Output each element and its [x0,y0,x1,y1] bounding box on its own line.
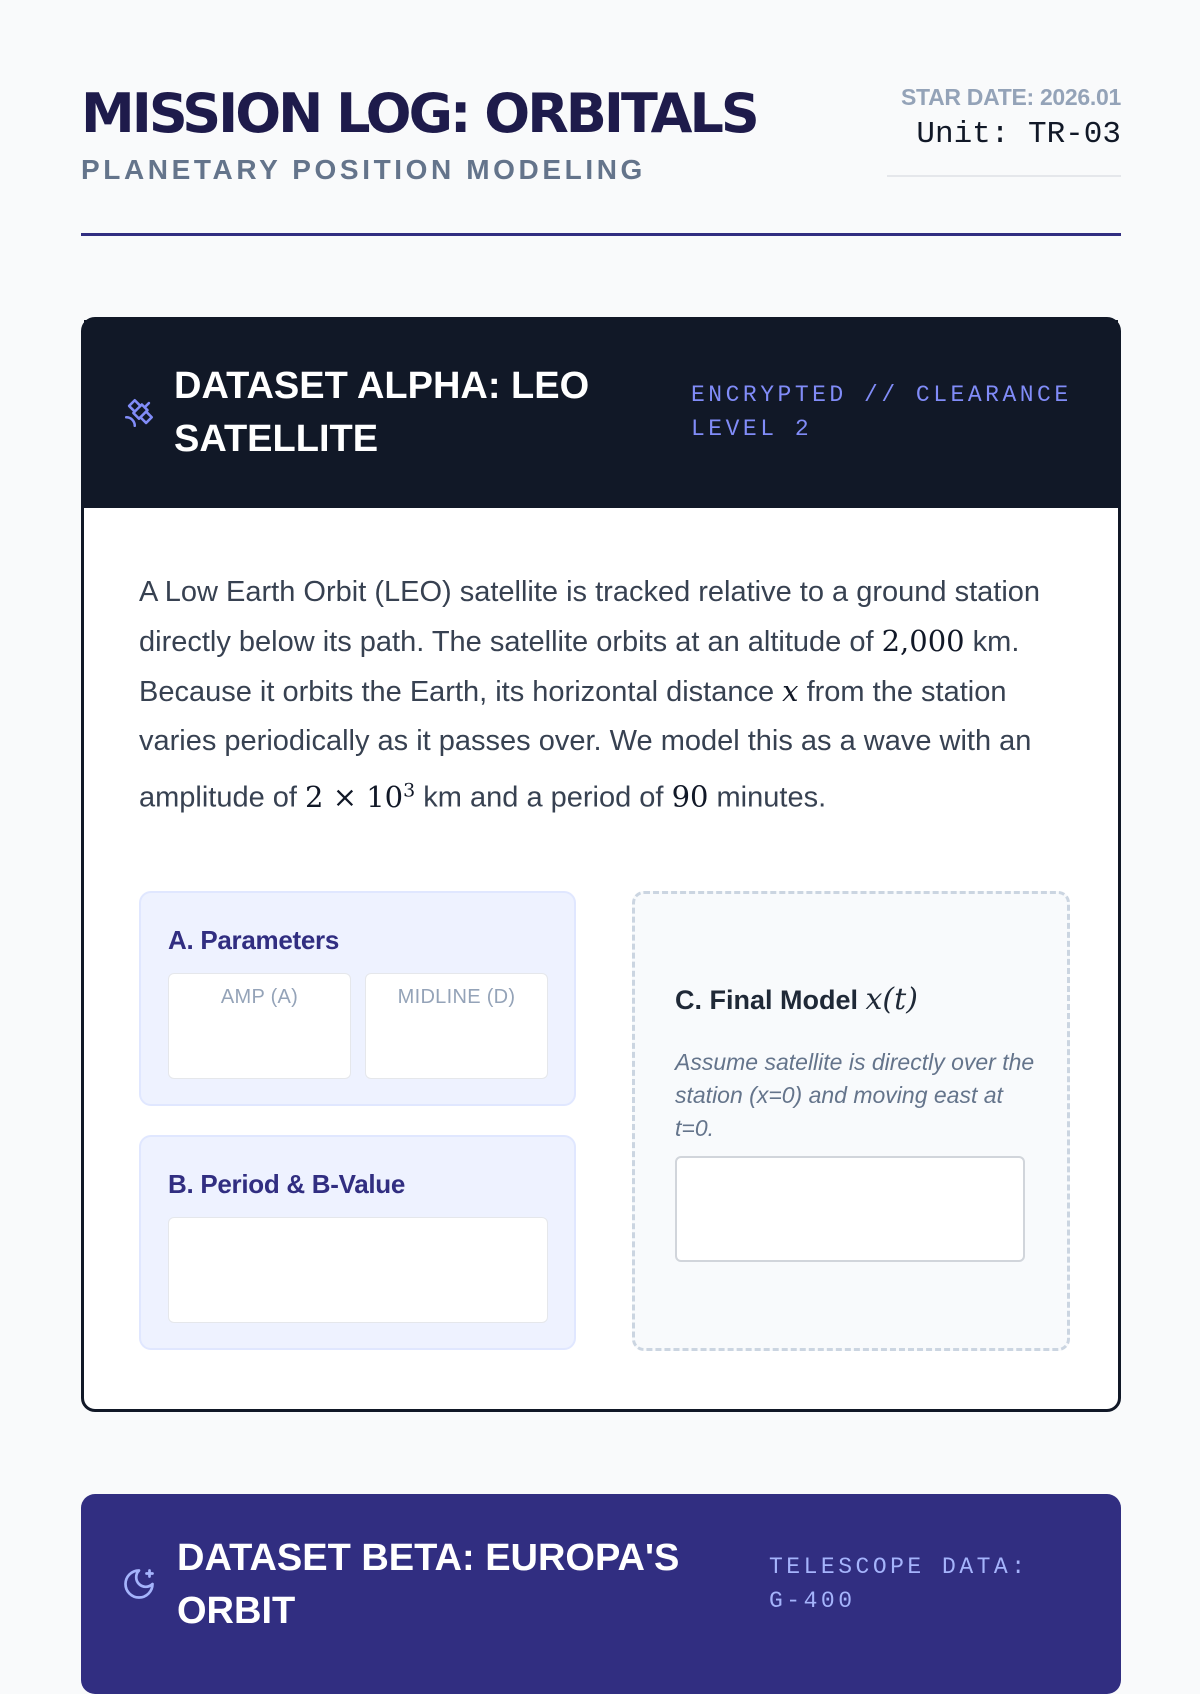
dataset-beta-card [81,1494,1121,1694]
final-model-note: Assume satellite is directly over the station (x=0) and moving east at t=0. [675,1049,1035,1141]
amplitude-value [305,780,415,814]
desc-text: from the station varies periodically as it passes over. We model this as a wave with an amplitude of [139,676,1032,814]
page-title: MISSION LOG: ORBITALS [81,82,757,145]
dataset-alpha-title: DATASET ALPHA: LEO SATELLITE [174,365,590,460]
mission-meta [887,82,1121,177]
telescope-tag: TELESCOPE DATA: G-400 [769,1554,1029,1614]
amplitude-input[interactable] [168,973,351,1079]
period-title: B. Period & B-Value [168,1169,406,1199]
period-value: 90 [671,779,709,814]
page-header [81,0,1121,240]
period-b-input[interactable] [168,1217,548,1323]
dataset-alpha-header [84,320,1118,508]
final-model-title [675,982,918,1017]
function-notation: x(t) [865,982,918,1017]
dataset-alpha-card [81,317,1121,1412]
star-date: STAR DATE: 2026.01 [901,84,1121,110]
midline-input[interactable] [365,973,548,1079]
final-model-input[interactable] [675,1156,1025,1262]
dataset-beta-title: DATASET BETA: EUROPA'S ORBIT [177,1537,680,1632]
parameters-title: A. Parameters [168,925,339,955]
parameters-panel [139,891,576,1106]
amplitude-exponent: 3 [403,779,416,801]
unit-label: Unit: TR-03 [916,117,1121,152]
midline-label: MIDLINE (D) [397,986,516,1008]
clearance-tag: ENCRYPTED // CLEARANCE LEVEL 2 [691,382,1072,442]
desc-text: km and a period of [415,781,672,814]
header-divider [81,233,1121,236]
final-model-panel [632,891,1070,1351]
final-model-label: C. Final Model [675,985,866,1015]
desc-text: A Low Earth Orbit (LEO) satellite is tracked relative to a ground station directly below its path. The satellite orbits at an altitude of [139,576,1041,658]
problem-description [139,568,1064,823]
desc-text: minutes. [708,781,827,814]
desc-text: km. Because it orbits the Earth, its horizontal distance [139,626,1020,708]
satellite-icon [122,396,156,430]
amplitude-base: 2 × 10 [305,779,404,814]
period-panel [139,1135,576,1350]
moon-icon [121,1566,157,1602]
altitude-value: 2,000 [881,624,965,658]
page-subtitle: PLANETARY POSITION MODELING [81,154,646,185]
variable-x: x [782,674,799,708]
amplitude-label: AMP (A) [220,986,299,1008]
